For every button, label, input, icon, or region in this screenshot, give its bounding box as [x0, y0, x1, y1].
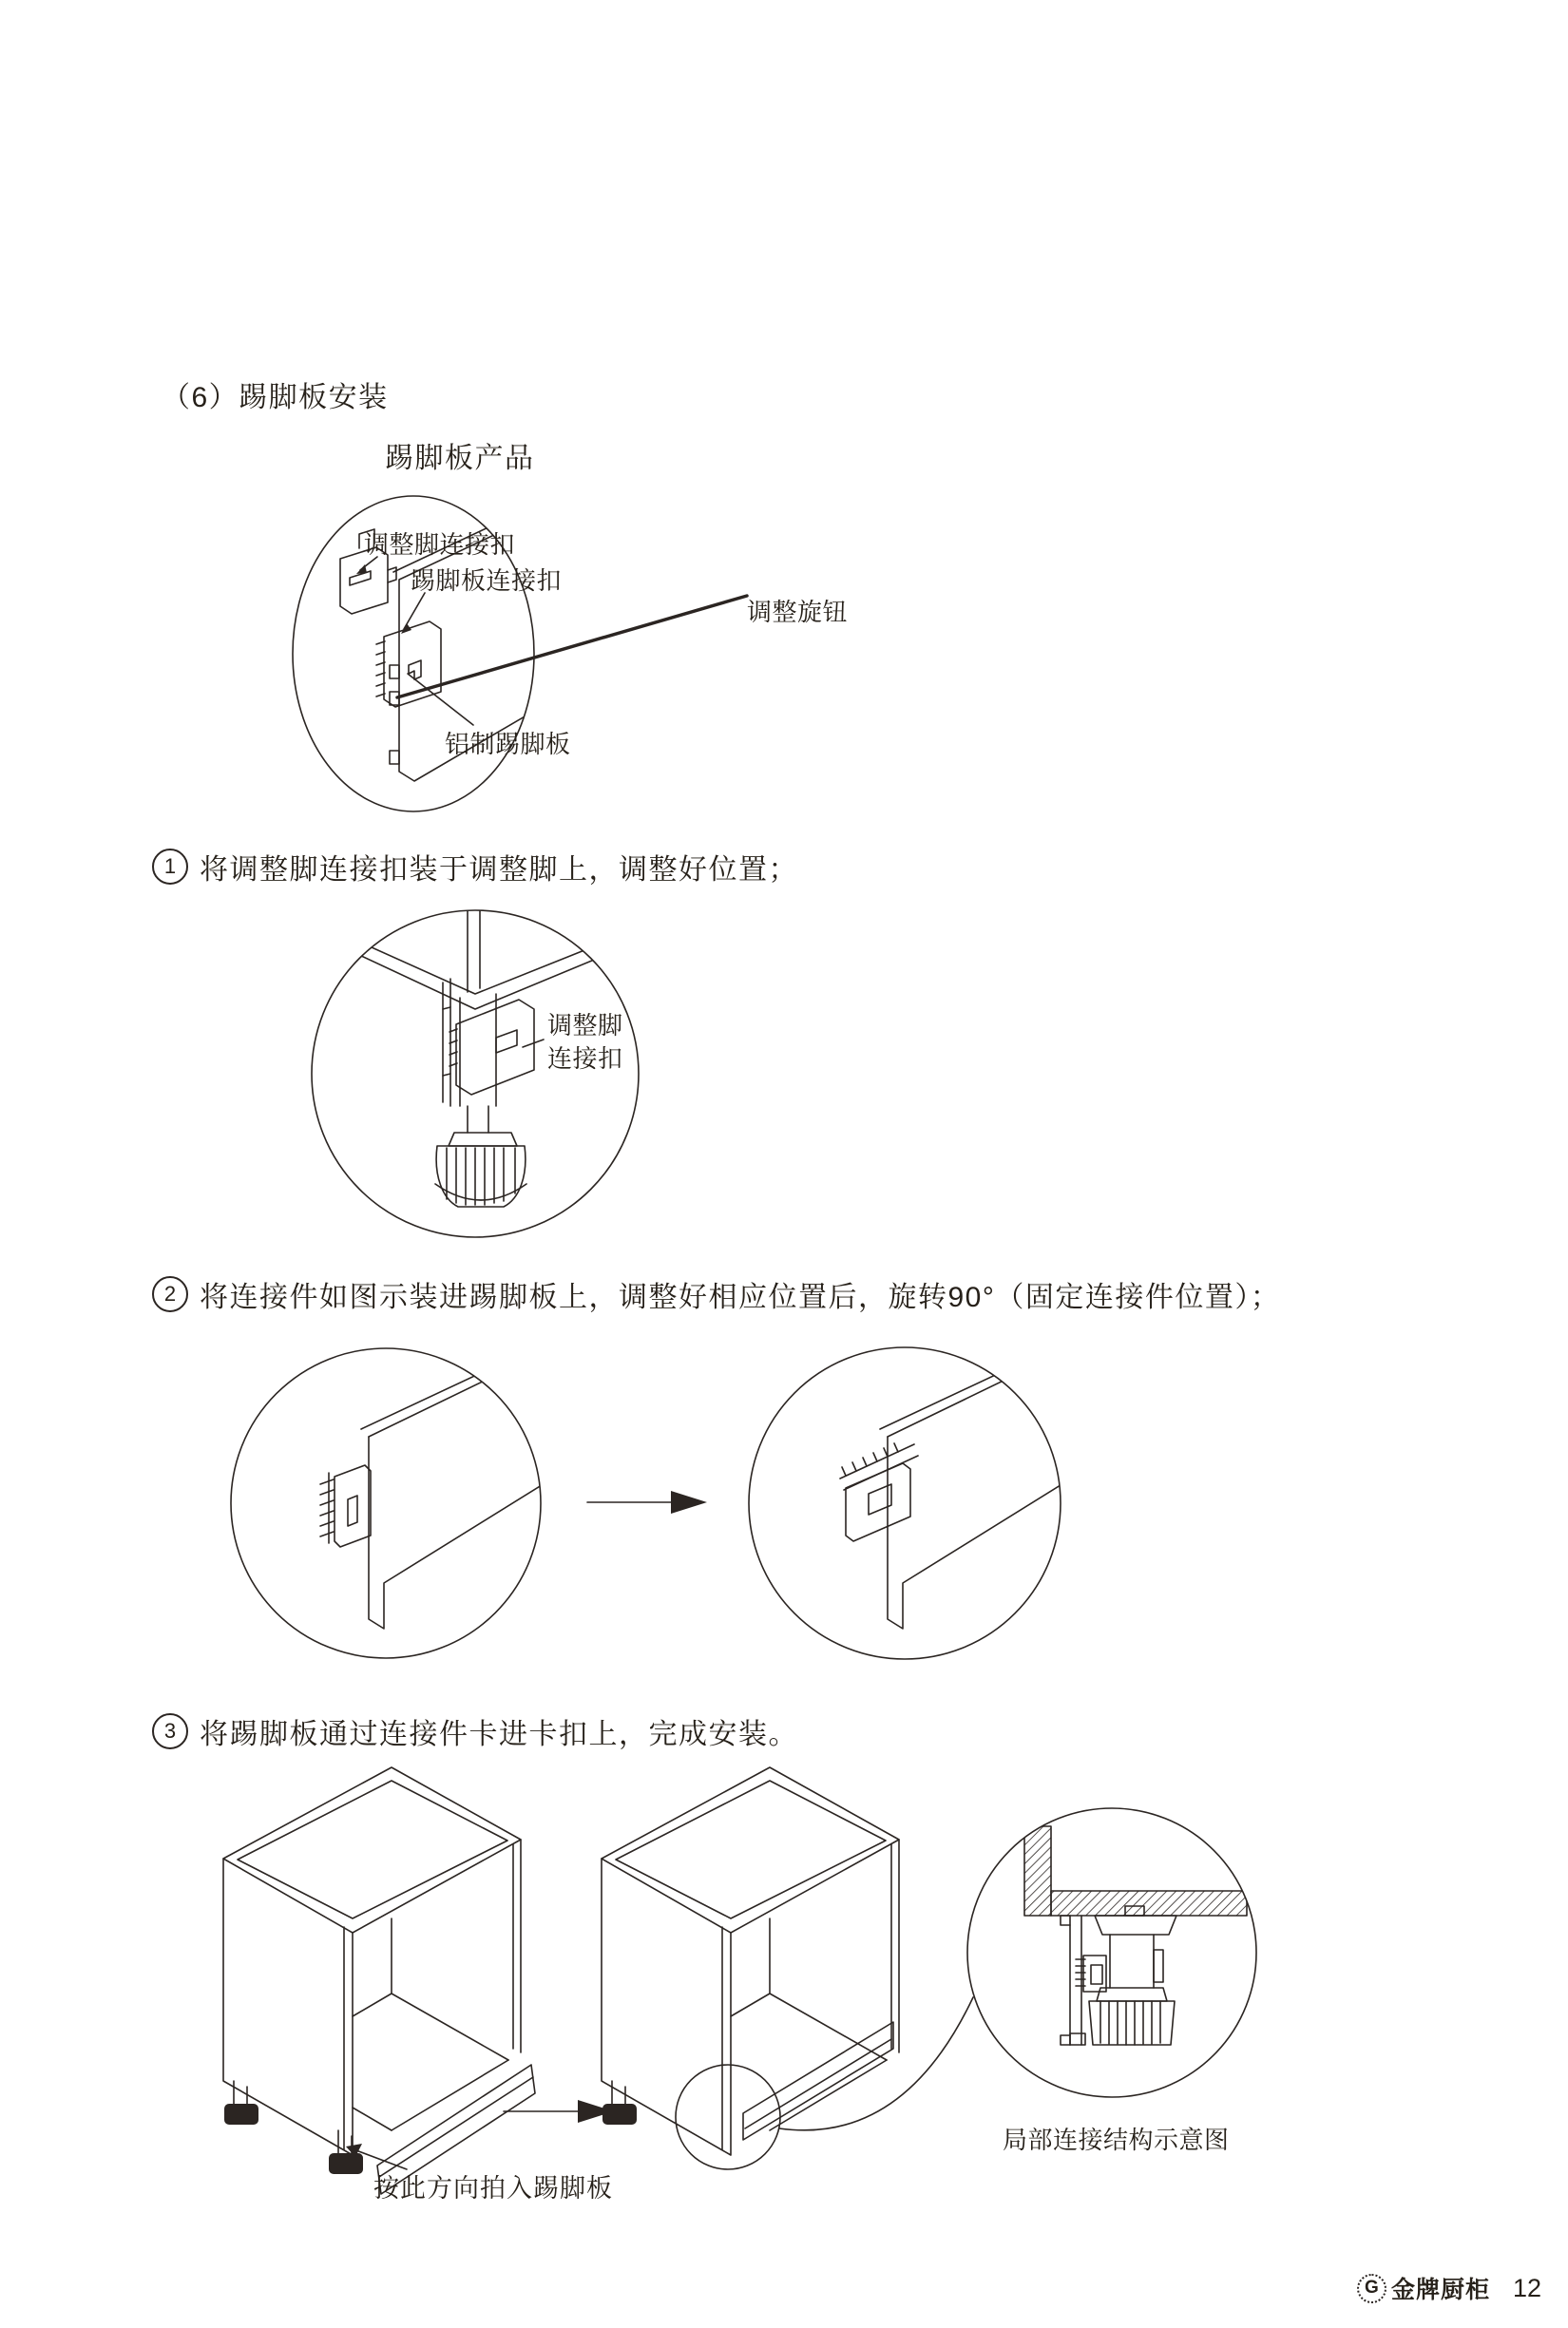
cabinet-after-drawing: [602, 1767, 973, 2169]
step-3: [152, 1710, 798, 1752]
leader-adjust-knob: [397, 596, 747, 697]
product-zoom-circle: [293, 494, 747, 811]
step-3-text: 将踢脚板通过连接件卡进卡扣上，完成安装。: [200, 1719, 798, 1750]
brand-logo-icon: [1357, 2274, 1386, 2303]
step2-after-circle: [749, 1342, 1068, 1659]
leader-step1-clip: [523, 1040, 544, 1047]
footer: [1357, 2271, 1541, 2305]
step-2-number: 2: [152, 1276, 188, 1312]
cabinet-before-drawing: [223, 1767, 535, 2194]
brand-name: 金牌厨柜: [1390, 2277, 1490, 2303]
label-step1-clip: 调整脚 连接扣: [547, 1011, 623, 1073]
step2-before-circle: [231, 1342, 549, 1658]
label-detail-structure: 局部连接结构示意图: [1003, 2126, 1230, 2154]
page-number: 12: [1512, 2273, 1541, 2302]
step-2: [152, 1273, 1280, 1315]
step-3-number: 3: [152, 1713, 188, 1749]
label-push-direction: 按此方向拍入踢脚板: [373, 2174, 613, 2203]
label-kickboard-clip: 踢脚板连接扣: [411, 566, 563, 595]
label-adjust-foot-clip: 调整脚连接扣: [364, 530, 516, 559]
detail-zoom-circle: [967, 1808, 1256, 2097]
step-2-text: 将连接件如图示装进踢脚板上，调整好相应位置后，旋转90°（固定连接件位置）；: [200, 1282, 1281, 1313]
section-detail-drawing: [1024, 1826, 1247, 2045]
section-title: （6）踢脚板安装: [162, 382, 389, 413]
step2-arrow: [587, 1491, 707, 1514]
label-aluminum-kickboard: 铝制踢脚板: [445, 730, 571, 758]
step-1-number: 1: [152, 849, 188, 885]
brand-logo-letter: G: [1365, 2278, 1379, 2298]
step-1: [152, 846, 798, 887]
product-diagram-title: 踢脚板产品: [385, 443, 535, 474]
step-1-text: 将调整脚连接扣装于调整脚上，调整好位置；: [200, 854, 798, 886]
detail-link-curve: [779, 1997, 973, 2130]
label-adjust-knob: 调整旋钮: [747, 598, 849, 626]
